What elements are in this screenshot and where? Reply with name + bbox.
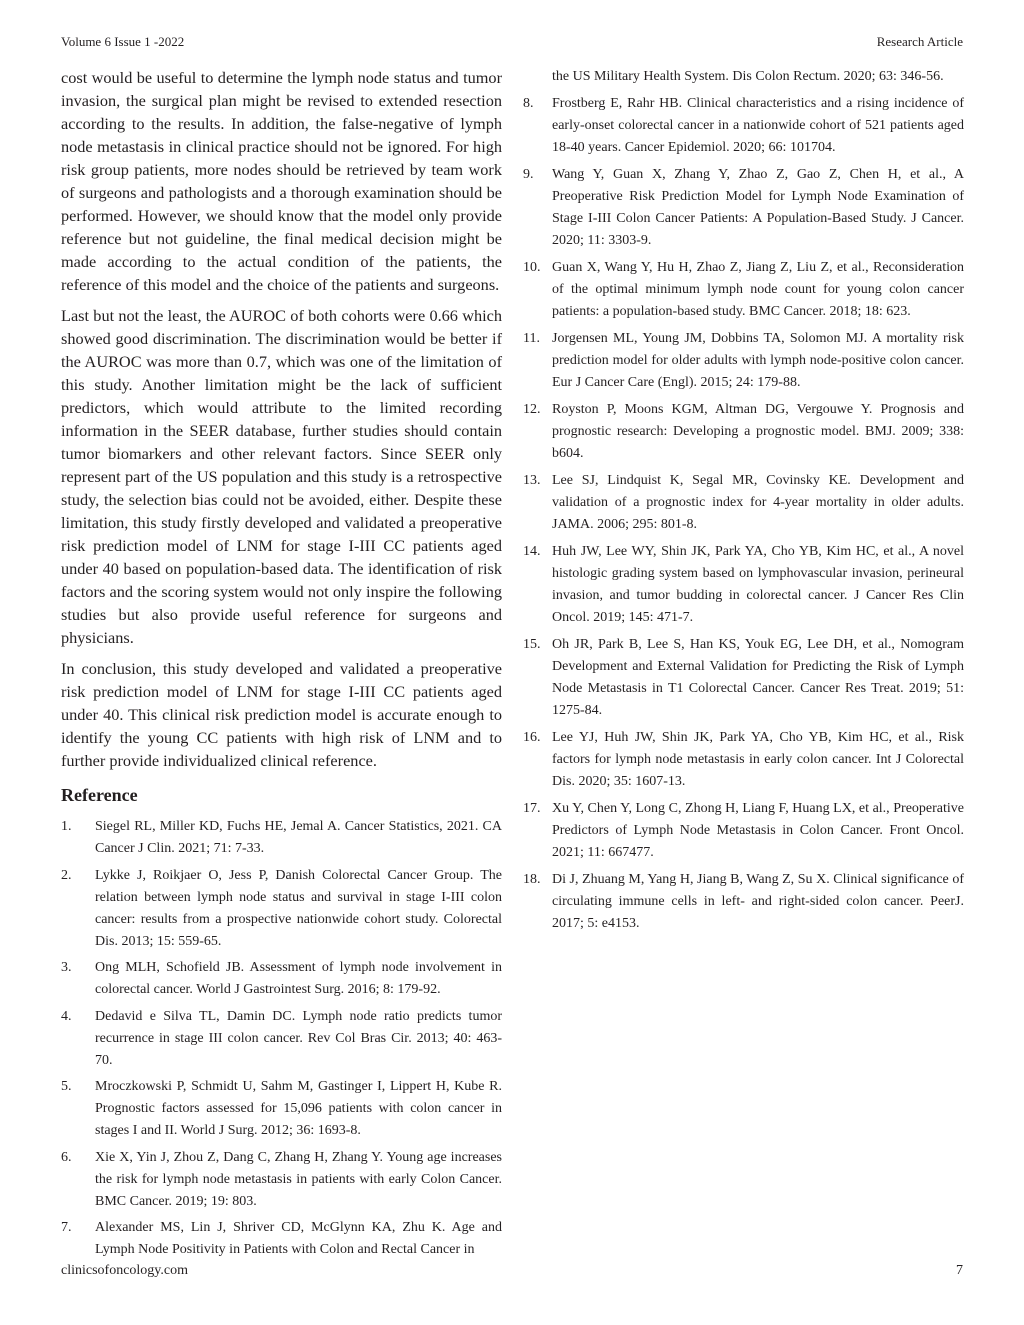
page-number: 7 (956, 1263, 963, 1278)
reference-text: Lykke J, Roikjaer O, Jess P, Danish Colorectal Cancer Group. The relation between lymph node status and survival in stage I-III colon cancer: results from a prospective nationwide cohort study. Colorectal Dis. 2013; 15: 559-65. (95, 867, 502, 949)
reference-number: 9. (523, 167, 534, 182)
reference-item (523, 164, 964, 252)
reference-item (523, 727, 964, 793)
reference-continuation: the US Military Health System. Dis Colon Rectum. 2020; 63: 346-56. (552, 69, 944, 84)
running-footer (61, 1262, 963, 1280)
reference-item (523, 328, 964, 394)
reference-item (61, 1217, 502, 1261)
article-type-label: Research Article (876, 34, 963, 49)
reference-number: 16. (523, 730, 541, 745)
reference-text: Guan X, Wang Y, Hu H, Zhao Z, Jiang Z, Liu Z, et al., Reconsideration of the optimal minimum lymph node count for young colon cancer patients: a population-based study. BMC Cancer. 2018; 18: 623. (552, 260, 964, 319)
reference-number: 13. (523, 473, 541, 488)
reference-number: 2. (61, 867, 72, 883)
reference-number: 17. (523, 801, 541, 816)
reference-item (61, 1147, 502, 1213)
reference-number: 5. (61, 1079, 72, 1094)
reference-item (523, 798, 964, 864)
reference-text: Frostberg E, Rahr HB. Clinical characteristics and a rising incidence of early-onset colorectal cancer in a nationwide cohort of 521 patients aged 18-40 years. Cancer Epidemiol. 2020; 66: 101704. (552, 96, 964, 155)
reference-text: Mroczkowski P, Schmidt U, Sahm M, Gastinger I, Lippert H, Kube R. Prognostic factors assessed for 15,096 patients with colon cancer in stages I and II. World J Surg. 2012; 36: 1693-8. (95, 1079, 502, 1138)
reference-list-left (61, 816, 502, 1261)
references-heading: Reference (61, 785, 138, 805)
reference-item (61, 1076, 502, 1142)
reference-item (523, 399, 964, 465)
reference-text: Ong MLH, Schofield JB. Assessment of lymph node involvement in colorectal cancer. World J Gastrointest Surg. 2016; 8: 179-92. (95, 960, 502, 997)
reference-item (61, 816, 502, 860)
reference-number: 1. (61, 819, 72, 834)
reference-item (523, 257, 964, 323)
left-column (61, 66, 502, 1266)
reference-item (61, 957, 502, 1001)
reference-text: Alexander MS, Lin J, Shriver CD, McGlynn KA, Zhu K. Age and Lymph Node Positivity in Patients with Colon and Rectal Cancer in (95, 1220, 502, 1257)
reference-number: 3. (61, 960, 72, 975)
reference-text: Jorgensen ML, Young JM, Dobbins TA, Solomon MJ. A mortality risk prediction model for older adults with lymph node-positive colon cancer. Eur J Cancer Care (Engl). 2015; 24: 179-88. (552, 331, 964, 390)
reference-number: 7. (61, 1220, 72, 1235)
body-paragraph: In conclusion, this study developed and validated a preoperative risk prediction model of LNM for stage I-III CC patients aged under 40. This clinical risk prediction model is accurate enough to identify the young CC patients with high risk of LNM and to further provide individualized clinical reference. (61, 659, 502, 770)
reference-text: Xie X, Yin J, Zhou Z, Dang C, Zhang H, Zhang Y. Young age increases the risk for lymph node metastasis in patients with early Colon Cancer. BMC Cancer. 2019; 19: 803. (95, 1149, 502, 1209)
site-url[interactable]: clinicsofoncology.com (61, 1263, 189, 1278)
reference-number: 8. (523, 96, 534, 111)
reference-text: Lee YJ, Huh JW, Shin JK, Park YA, Cho YB, Kim HC, et al., Risk factors for lymph node metastasis in early colon cancer. Int J Colorectal Dis. 2020; 35: 1607-13. (552, 730, 964, 789)
reference-number: 4. (61, 1008, 72, 1024)
reference-number: 6. (61, 1149, 72, 1165)
reference-item (523, 634, 964, 722)
reference-text: Royston P, Moons KGM, Altman DG, Vergouwe Y. Prognosis and prognostic research: Developing a prognostic model. BMJ. 2009; 338: b604. (552, 402, 964, 461)
reference-number: 15. (523, 637, 541, 652)
reference-number: 11. (523, 331, 540, 346)
reference-item (523, 869, 964, 935)
reference-text: Huh JW, Lee WY, Shin JK, Park YA, Cho YB, Kim HC, et al., A novel histologic grading system based on lymphovascular invasion, perineural invasion, and tumor budding in colorectal cancer. J Cancer Res Clin Oncol. 2019; 145: 471-7. (552, 544, 964, 625)
reference-item (61, 865, 502, 953)
reference-text: Xu Y, Chen Y, Long C, Zhong H, Liang F, Huang LX, et al., Preoperative Predictors of Lymph Node Metastasis in Colon Cancer. Front Oncol. 2021; 11: 667477. (552, 801, 964, 860)
reference-text: Lee SJ, Lindquist K, Segal MR, Covinsky KE. Development and validation of a prognostic index for 4-year mortality in older adults. JAMA. 2006; 295: 801-8. (552, 473, 964, 532)
reference-text: Dedavid e Silva TL, Damin DC. Lymph node ratio predicts tumor recurrence in stage III colon cancer. Rev Col Bras Cir. 2013; 40: 463-70. (95, 1008, 502, 1068)
reference-text: Wang Y, Guan X, Zhang Y, Zhao Z, Gao Z, Chen H, et al., A Preoperative Risk Prediction Model for Lymph Node Examination of Stage I-III Colon Cancer Patients: A Population-Based Study. J Cancer. 2020; 11: 3303-9. (552, 167, 964, 248)
reference-list-right (523, 93, 964, 935)
reference-number: 10. (523, 260, 541, 275)
volume-label: Volume 6 Issue 1 -2022 (61, 34, 185, 49)
reference-text: Oh JR, Park B, Lee S, Han KS, Youk EG, Lee DH, et al., Nomogram Development and External Validation for Predicting the Risk of Lymph Node Metastasis in T1 Colorectal Cancer. Cancer Res Treat. 2019; 51: 1275-84. (552, 637, 964, 718)
reference-item (523, 470, 964, 536)
reference-item (61, 1006, 502, 1072)
right-column (523, 66, 964, 940)
reference-number: 14. (523, 544, 541, 559)
reference-item (523, 541, 964, 629)
reference-text: Di J, Zhuang M, Yang H, Jiang B, Wang Z, Su X. Clinical significance of circulating immune cells in left- and right-sided colon cancer. PeerJ. 2017; 5: e4153. (552, 872, 964, 931)
body-paragraph: Last but not the least, the AUROC of both cohorts were 0.66 which showed good discrimination. The discrimination would be better if the AUROC was more than 0.7, which was one of the limitation of this study. Another limitation might be the lack of sufficient predictors, which would attribute to the limited recording information in the SEER database, further studies should contain tumor biomarkers and other relevant factors. Since SEER only represent part of the US population and this study is a retrospective study, the selection bias could not be avoided, either. Despite these limitation, this study firstly developed and validated a preoperative risk prediction model of LNM for stage I-III CC patients aged under 40 based on population-based data. The identification of risk factors and the scoring system would not only inspire the following studies but also provide useful reference for surgeons and physicians. (61, 306, 502, 647)
reference-number: 18. (523, 872, 541, 887)
reference-number: 12. (523, 402, 541, 417)
reference-item (523, 93, 964, 159)
body-paragraph: cost would be useful to determine the lymph node status and tumor invasion, the surgical plan might be revised to extended resection according to the results. In addition, the false-negative of lymph node metastasis in clinical practice should not be ignored. For high risk group patients, more nodes should be retrieved by team work of surgeons and pathologists and a thorough examination should be performed. However, we should know that the model only provide reference but not guideline, the final medical decision might be made according to the actual condition of the patients, the reference of this model and the choice of the patients and surgeons. (61, 68, 502, 294)
reference-text: Siegel RL, Miller KD, Fuchs HE, Jemal A. Cancer Statistics, 2021. CA Cancer J Clin. 2021; 71: 7-33. (95, 819, 502, 856)
running-header (61, 34, 963, 50)
